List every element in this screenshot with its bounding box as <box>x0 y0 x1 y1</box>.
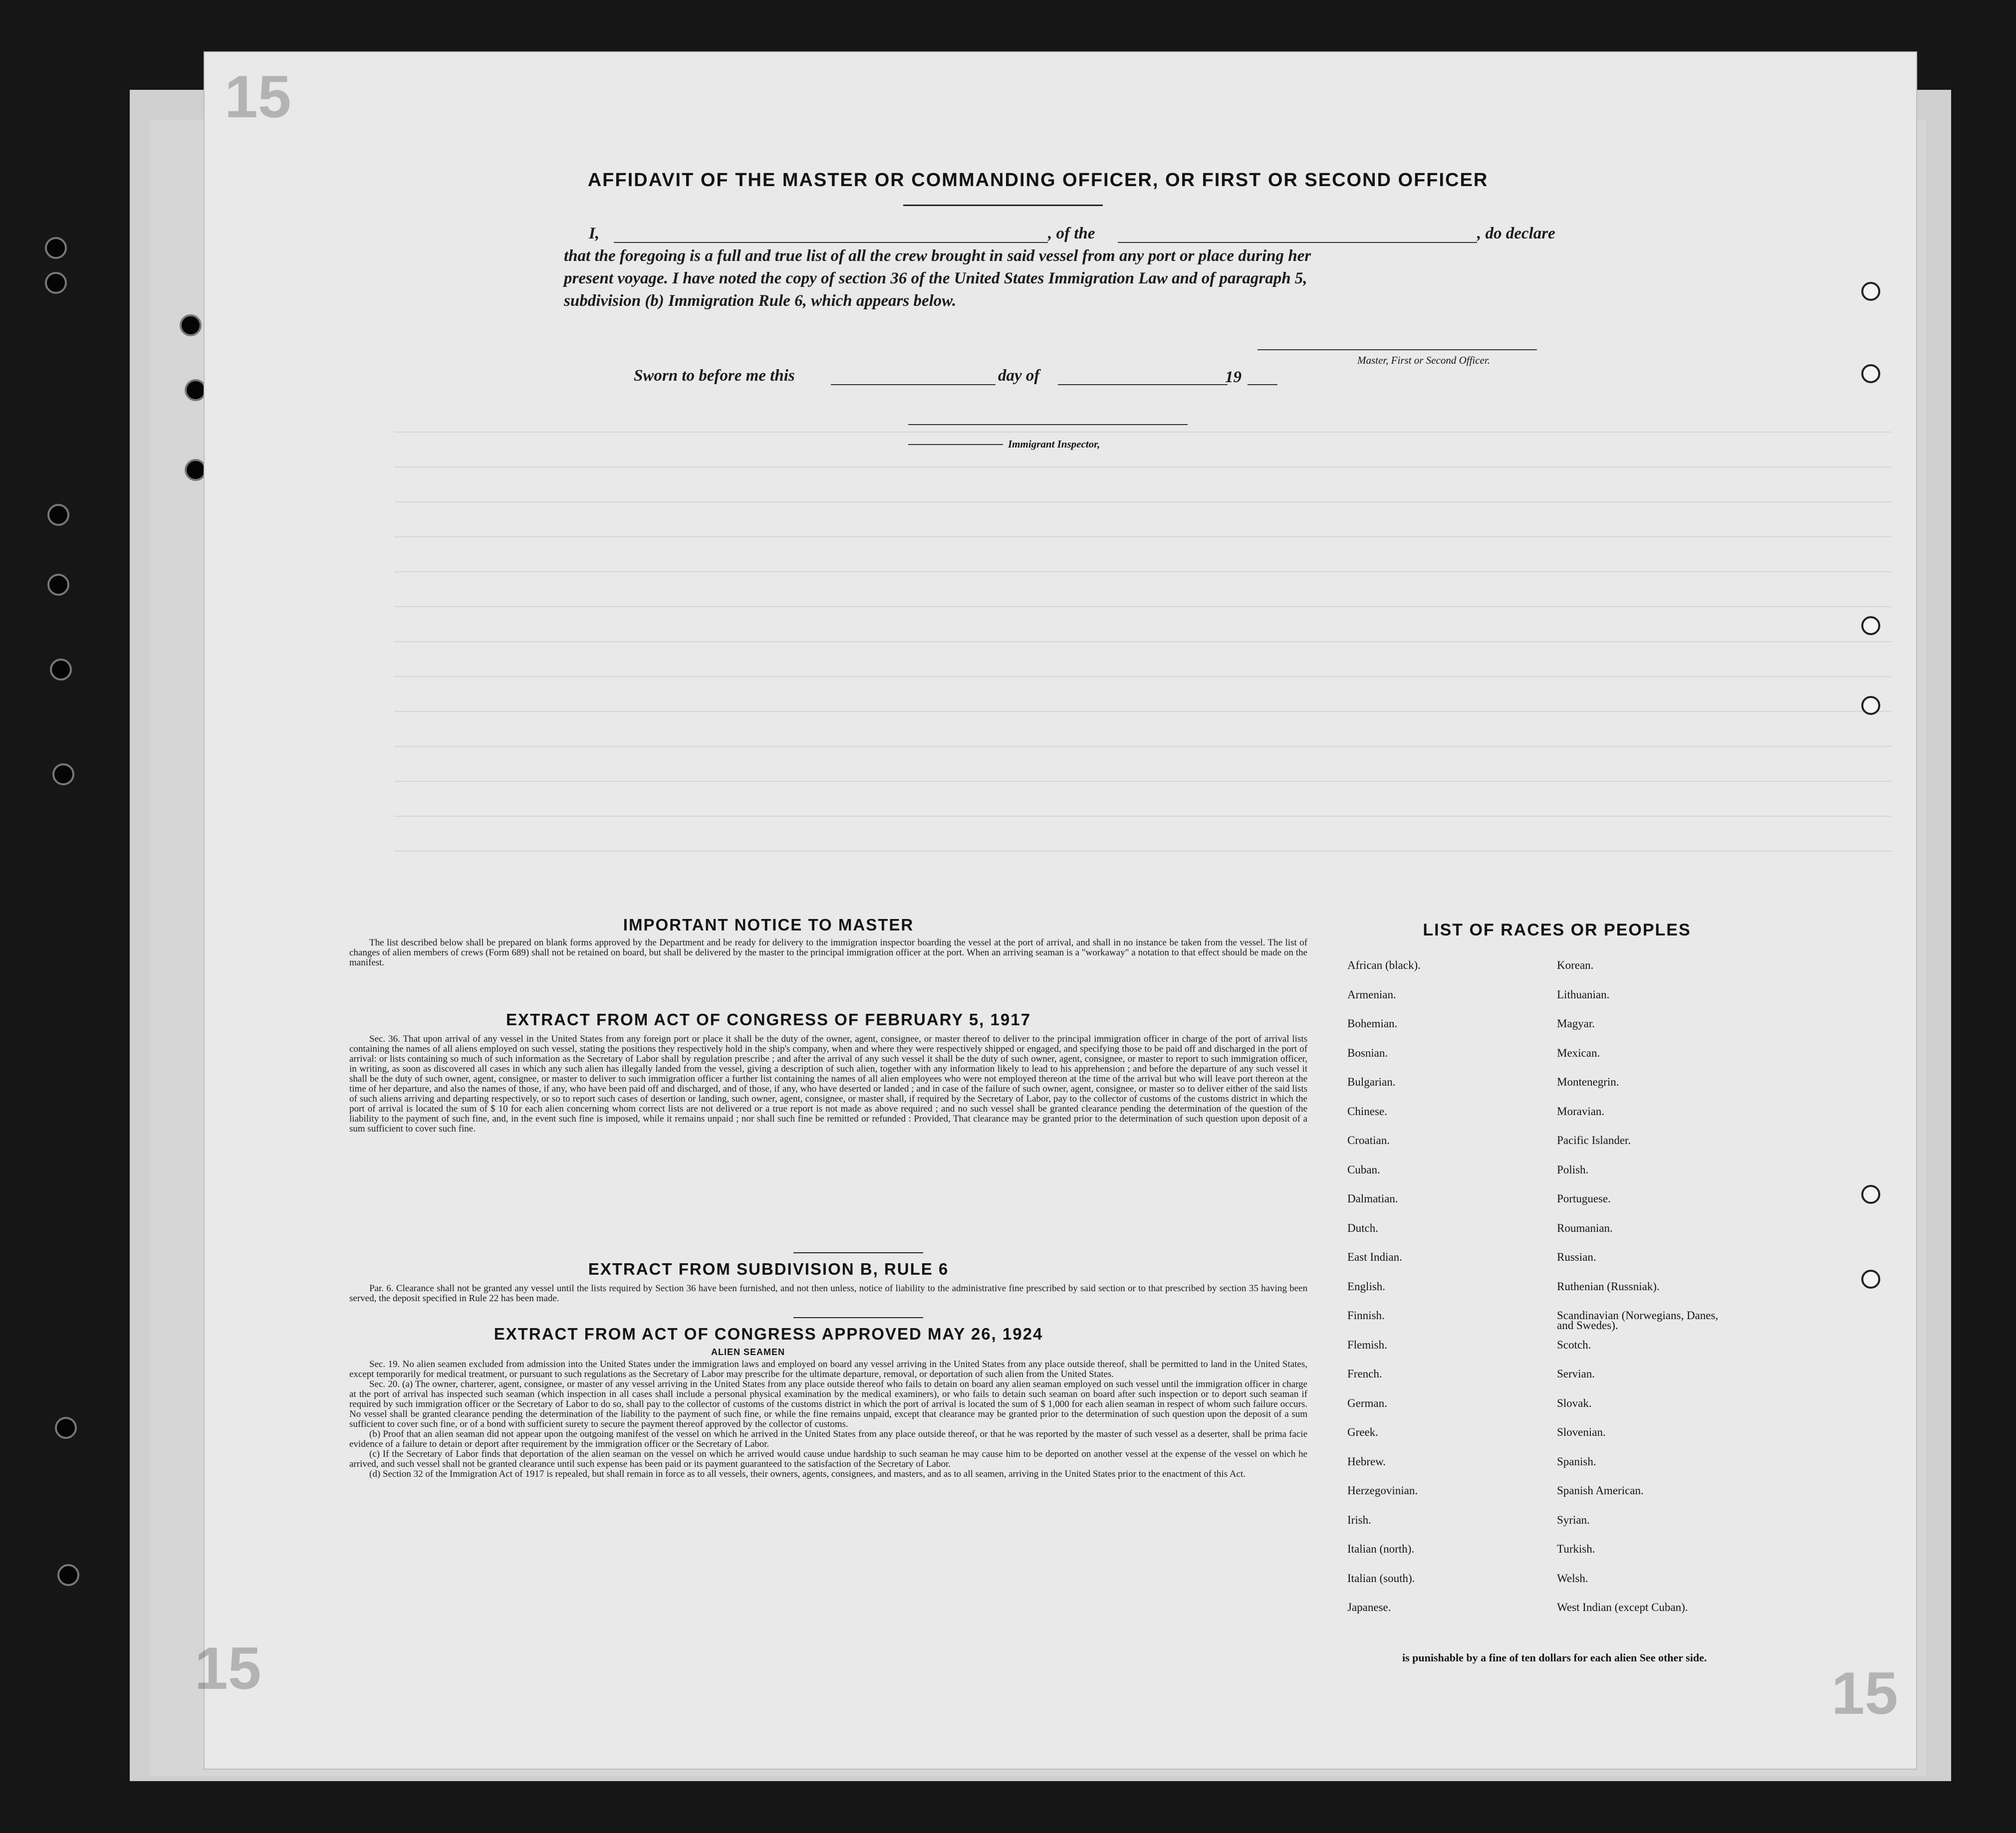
race-item: Italian (north). <box>1347 1543 1415 1555</box>
extract-1917-text: Sec. 36. That upon arrival of any vessel in the United States from any foreign port or place it shall be the duty of the owner, agent, consignee, or master thereof to deliver to the principal immigration officer in charge of the port of arrival lists containing the names of all aliens employed on such vessel, stating the positions they respectively hold in the ship's company, when and where they were respectively shipped or engaged, and specifying those to be paid off and discharged in the port of arrival: or lists containing so much of such information as the Secretary of Labor shall by regulation prescribe ; and after the arrival of any such vessel it shall be the duty of such owner, agent, consignee, or master to report to such immigration officer, in writing, as soon as discovered all cases in which any such alien has illegally landed from the vessel, giving a description of such alien, together with any information likely to lead to his apprehension ; and before the departure of any such vessel it shall be the duty of such owner, agent, consignee, or master to deliver to such immigration officer a further list containing the names of all alien employees who were not employed thereon at the time of the arrival but who will leave port thereon at the time of her departure, and also the names of those, if any, who have been paid off and discharged, and of those, if any, who have deserted or landed ; and in case of the failure of such owner, agent, consignee, or master so to deliver either of the said lists of such aliens arriving and departing respectively, or so to report such cases of desertion or landing, such owner, agent, consignee, or master shall, if required by the Secretary of Labor, pay to the collector of customs of the customs district in which the port of arrival is located the sum of $ 10 for each alien concerning whom correct lists are not delivered or a true report is not made as above required ; and no such vessel shall be granted clearance pending the determination of the question of the liability to the payment of such fine, and, in the event such fine is imposed, while it remains unpaid ; nor shall such fine be remitted or refunded : Provided, That clearance may be granted prior to the determination of such question upon deposit of a sum sufficient to cover such fine. <box>349 1034 1307 1134</box>
page-hole <box>1861 696 1880 715</box>
extract-1917-title: EXTRACT FROM ACT OF CONGRESS OF FEBRUARY 5, 1917 <box>506 1010 1031 1029</box>
race-item: Roumanian. <box>1557 1221 1613 1234</box>
inspector-caption: Immigrant Inspector, <box>1008 438 1100 450</box>
race-item: African (black). <box>1347 959 1421 971</box>
bleed-rule <box>394 432 1891 433</box>
affidavit-line1-mid: , of the <box>1048 225 1095 242</box>
race-item: Syrian. <box>1557 1513 1590 1526</box>
page-hole <box>1861 1270 1880 1289</box>
races-right-column <box>1557 960 1722 1632</box>
race-item: East Indian. <box>1347 1251 1402 1263</box>
year-blank-line <box>1248 384 1277 385</box>
bleed-rule <box>394 536 1891 537</box>
bleed-rule <box>394 676 1891 677</box>
extract-rule6-title: EXTRACT FROM SUBDIVISION B, RULE 6 <box>588 1260 949 1278</box>
binder-hole <box>57 1564 79 1586</box>
race-item: French. <box>1347 1368 1382 1380</box>
race-item: Russian. <box>1557 1251 1596 1263</box>
race-item: Scandinavian (Norwegians, Danes, and Swedes). <box>1557 1309 1719 1332</box>
section-divider <box>793 1252 923 1253</box>
race-item: Finnish. <box>1347 1309 1385 1322</box>
binder-hole <box>45 237 67 259</box>
affidavit-page <box>195 52 1916 1769</box>
extract-1924-text: Sec. 19. No alien seamen excluded from admission into the United States under the immigration laws and employed on board any vessel arriving in the United States from any place outside thereof, shall be permitted to land in the United States, except temporarily for medical treatment, or pursuant to such regulations as the Secretary of Labor may prescribe for the ultimate departure, removal, or deportation of such alien from the United States. Sec. 20. (a) The owner, charterer, agent, consignee, or master of any vessel arriving in the United States from any place outside thereof who fails to detain on board any alien seaman employed on such vessel until the immigration officer in charge at the port of arrival has inspected such seaman (which inspection in all cases shall include a personal physical examination by the medical examiners), or who fails to detain such seaman on board after such inspection or to deport such seaman if required by such immigration officer or the Secretary of Labor to do so, shall pay to the collector of customs of the customs district in which the port of arrival is located the sum of $ 1,000 for each alien seaman in respect of whom such failure occurs. No vessel shall be granted clearance pending the determination of the liability to the payment of such fine, or while the fine remains unpaid, except that clearance may be granted prior to the determination of such question upon the deposit of a sum sufficient to cover such fine, or of a bond with sufficient surety to secure the payment thereof approved by the collector of customs. (b) Proof that an alien seaman did not appear upon the outgoing manifest of the vessel on which he arrived in the United States from any place outside thereof, or that he was reported by the master of such vessel as a deserter, shall be prima facie evidence of a failure to detain or deport after requirement by the immigration officer or the Secretary of Labor. (c) If the Secretary of Labor finds that deportation of the alien seaman on the vessel on which he arrived would cause undue hardship to such seaman he may cause him to be deported on another vessel at the expense of the vessel on which he arrived, and such vessel shall not be granted clearance until such expense has been paid or its payment guaranteed to the satisfaction of the Secretary of Labor. (d) Section 32 of the Immigration Act of 1917 is repealed, but shall remain in force as to all vessels, their owners, agents, consignees, and masters, and as to all seamen, arriving in the United States prior to the enactment of this Act. <box>349 1359 1307 1479</box>
binder-hole <box>185 379 207 401</box>
affidavit-title: AFFIDAVIT OF THE MASTER OR COMMANDING OFFICER, OR FIRST OR SECOND OFFICER <box>587 170 1489 191</box>
race-item: Herzegovinian. <box>1347 1484 1418 1497</box>
race-item: Japanese. <box>1347 1601 1391 1613</box>
race-item: Mexican. <box>1557 1046 1600 1059</box>
race-item: Cuban. <box>1347 1163 1380 1176</box>
race-item: Servian. <box>1557 1368 1595 1380</box>
extract-1924-title: EXTRACT FROM ACT OF CONGRESS APPROVED MAY 26, 1924 <box>494 1325 1043 1343</box>
affidavit-line2: that the foregoing is a full and true list of all the crew brought in said vessel from any port or place during her <box>564 247 1311 265</box>
notice-title: IMPORTANT NOTICE TO MASTER <box>623 916 914 934</box>
race-item: Bohemian. <box>1347 1017 1398 1030</box>
affidavit-line4: subdivision (b) Immigration Rule 6, which appears below. <box>564 292 957 310</box>
vessel-blank-line <box>1118 242 1477 243</box>
affidavit-line1-end: , do declare <box>1477 225 1555 242</box>
binder-hole <box>52 763 74 785</box>
race-item: Dutch. <box>1347 1221 1378 1234</box>
race-item: Pacific Islander. <box>1557 1134 1631 1146</box>
affidavit-line3: present voyage. I have noted the copy of section 36 of the United States Immigration Law and of paragraph 5, <box>564 269 1307 287</box>
race-item: Slovak. <box>1557 1396 1592 1409</box>
bleed-rule <box>394 781 1891 782</box>
race-item: Welsh. <box>1557 1572 1588 1585</box>
affidavit-line1-start: I, <box>589 225 600 242</box>
notice-text: The list described below shall be prepared on blank forms approved by the Department and be ready for delivery to the immigration inspector boarding the vessel at the port of arrival, and shall in no instance be taken from the vessel. The list of changes of alien members of crews (Form 689) shall not be retained on board, but shall be delivered by the master to the principal immigration officer at the port. When an arriving seaman is a "workaway" a notation to that effect should be made on the manifest. <box>349 937 1307 968</box>
bleed-rule <box>394 711 1891 712</box>
race-item: Slovenian. <box>1557 1426 1606 1438</box>
race-item: Scotch. <box>1557 1338 1591 1351</box>
race-item: Chinese. <box>1347 1105 1387 1118</box>
race-item: Montenegrin. <box>1557 1076 1619 1088</box>
bleed-rule <box>394 746 1891 747</box>
race-item: Spanish American. <box>1557 1484 1644 1497</box>
race-item: Spanish. <box>1557 1455 1596 1468</box>
bleed-rule <box>394 571 1891 572</box>
binder-hole <box>185 459 207 481</box>
title-underline <box>903 205 1103 206</box>
race-item: Bulgarian. <box>1347 1076 1396 1088</box>
race-item: West Indian (except Cuban). <box>1557 1601 1688 1613</box>
month-blank-line <box>1058 384 1228 385</box>
race-item: Ruthenian (Russniak). <box>1557 1280 1660 1293</box>
bleed-rule <box>394 851 1891 852</box>
inspector-short-line <box>908 444 1003 445</box>
signature-caption: Master, First or Second Officer. <box>1357 354 1490 366</box>
race-item: Flemish. <box>1347 1338 1387 1351</box>
races-left-column <box>1347 960 1421 1632</box>
page-number-ghost: 15 <box>225 63 291 130</box>
race-item: Turkish. <box>1557 1543 1595 1555</box>
section-divider <box>793 1317 923 1318</box>
page-hole <box>1861 364 1880 383</box>
bleed-rule <box>394 501 1891 502</box>
race-item: Hebrew. <box>1347 1455 1386 1468</box>
sworn-text: Sworn to before me this <box>634 367 795 385</box>
binder-hole <box>50 659 72 681</box>
page-hole <box>1861 282 1880 301</box>
race-item: Bosnian. <box>1347 1046 1388 1059</box>
name-blank-line <box>614 242 1048 243</box>
race-item: Polish. <box>1557 1163 1589 1176</box>
binder-hole <box>47 504 69 526</box>
alien-seamen-subtitle: ALIEN SEAMEN <box>711 1347 785 1357</box>
binder-hole <box>45 272 67 294</box>
race-item: Irish. <box>1347 1513 1371 1526</box>
race-item: Italian (south). <box>1347 1572 1415 1585</box>
binder-hole <box>55 1417 77 1439</box>
sworn-day-of: day of <box>998 367 1040 385</box>
footer-note: is punishable by a fine of ten dollars for each alien See other side. <box>1402 1651 1707 1664</box>
bleed-rule <box>394 816 1891 817</box>
races-title: LIST OF RACES OR PEOPLES <box>1423 920 1691 939</box>
page-number-ghost: 15 <box>195 1635 261 1702</box>
sworn-year-prefix: 19 <box>1225 368 1242 386</box>
bleed-rule <box>394 641 1891 642</box>
race-item: Armenian. <box>1347 988 1396 1001</box>
signature-line <box>1258 349 1537 350</box>
extract-rule6-text: Par. 6. Clearance shall not be granted any vessel until the lists required by Section 36 have been furnished, and not then unless, notice of liability to the administrative fine prescribed by said section or to that prescribed by section 35 having been served, the deposit specified in Rule 22 has been made. <box>349 1283 1307 1304</box>
bleed-rule <box>394 466 1891 467</box>
binder-hole <box>47 574 69 596</box>
binder-hole <box>180 314 202 336</box>
race-item: Magyar. <box>1557 1017 1595 1030</box>
race-item: German. <box>1347 1396 1387 1409</box>
bleed-rule <box>394 606 1891 607</box>
race-item: Korean. <box>1557 959 1594 971</box>
day-blank-line <box>831 384 996 385</box>
race-item: Dalmatian. <box>1347 1192 1398 1205</box>
page-hole <box>1861 1185 1880 1204</box>
page-number-ghost: 15 <box>1831 1660 1898 1727</box>
race-item: Greek. <box>1347 1426 1378 1438</box>
race-item: Croatian. <box>1347 1134 1390 1146</box>
page-hole <box>1861 616 1880 635</box>
race-item: Moravian. <box>1557 1105 1605 1118</box>
race-item: Lithuanian. <box>1557 988 1610 1001</box>
inspector-signature-line <box>908 424 1188 425</box>
race-item: Portuguese. <box>1557 1192 1611 1205</box>
race-item: English. <box>1347 1280 1386 1293</box>
